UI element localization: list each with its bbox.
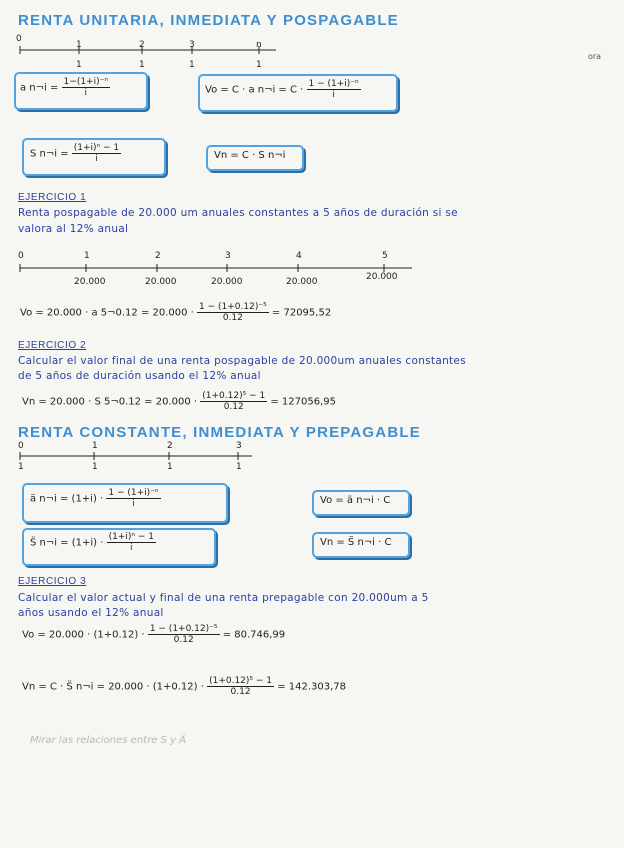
timeline-label: 3	[225, 251, 231, 261]
timeline-value: 20.000	[74, 277, 106, 287]
timeline-value: 1	[92, 462, 98, 472]
timeline-label: 2	[155, 251, 161, 261]
timeline-label: 5	[382, 251, 388, 261]
exercise3-heading: EJERCICIO 3	[18, 576, 87, 587]
exercise1-heading: EJERCICIO 1	[18, 192, 87, 203]
section1-title: RENTA UNITARIA, INMEDIATA Y POSPAGABLE	[18, 12, 399, 29]
timeline-value: 1	[256, 60, 262, 70]
timeline-value: 1	[167, 462, 173, 472]
exercise2-heading: EJERCICIO 2	[18, 340, 87, 351]
formula-vo-prepagable: Vo = ä n¬i · C	[320, 495, 391, 506]
exercise1-calculation: Vo = 20.000 · a 5¬0.12 = 20.000 · $\frac{\text{1 − (1+0.12)⁻⁵}}{0.12}$ = 72095,52	[20, 302, 332, 323]
timeline-label: 1	[84, 251, 90, 261]
timeline-value: 20.000	[286, 277, 318, 287]
section2-timeline	[14, 448, 254, 468]
ghost-note: Mirar las relaciones entre S y Ä	[30, 735, 186, 746]
timeline-value: 20.000	[145, 277, 177, 287]
formula-s-prepagable: S̈ n¬i = (1+i) · $\frac{\text{(1+i)ⁿ − 1}}{i}$	[30, 532, 154, 553]
formula-vn-prepagable: Vn = S̈ n¬i · C	[320, 537, 392, 548]
timeline-value: 20.000	[366, 272, 398, 282]
exercise1-timeline	[14, 258, 414, 278]
timeline-label: 0	[18, 441, 24, 451]
timeline-label: 1	[92, 441, 98, 451]
exercise2-statement-line2: de 5 años de duración usando el 12% anual	[18, 370, 261, 382]
formula-vn: Vn = C · S n¬i	[214, 150, 286, 161]
timeline-label: 3	[236, 441, 242, 451]
margin-note: ora	[588, 52, 602, 61]
timeline-value: 1	[18, 462, 24, 472]
section1-timeline	[14, 36, 284, 72]
timeline-label: 3	[189, 40, 195, 50]
timeline-value: 1	[76, 60, 82, 70]
formula-a-prepagable: ä n¬i = (1+i) · $\frac{\text{1 − (1+i)⁻ⁿ}}{i}$	[30, 488, 159, 509]
timeline-label: 0	[16, 34, 22, 44]
formula-s: S n¬i = $\frac{\text{(1+i)ⁿ − 1}}{i}$	[30, 143, 120, 164]
timeline-value: 1	[139, 60, 145, 70]
section2-title: RENTA CONSTANTE, INMEDIATA Y PREPAGABLE	[18, 424, 421, 441]
timeline-label: 4	[296, 251, 302, 261]
timeline-value: 1	[236, 462, 242, 472]
exercise2-calculation: Vn = 20.000 · S 5¬0.12 = 20.000 · $\frac{\text{(1+0.12)⁵ − 1}}{0.12}$ = 127056,95	[22, 391, 337, 412]
exercise3-calculation-vo: Vo = 20.000 · (1+0.12) · $\frac{\text{1 − (1+0.12)⁻⁵}}{0.12}$ = 80.746,99	[22, 624, 286, 645]
exercise3-statement-line1: Calcular el valor actual y final de una renta prepagable con 20.000um a 5	[18, 592, 429, 604]
timeline-label: 2	[167, 441, 173, 451]
timeline-label: 2	[139, 40, 145, 50]
timeline-value: 1	[189, 60, 195, 70]
formula-vo: Vo = C · a n¬i = C · $\frac{\text{1 − (1+i)⁻ⁿ}}{i}$	[205, 79, 359, 100]
exercise3-statement-line2: años usando el 12% anual	[18, 607, 164, 619]
exercise1-statement-line1: Renta pospagable de 20.000 um anuales constantes a 5 años de duración si se	[18, 207, 458, 219]
timeline-label: 1	[76, 40, 82, 50]
timeline-label: 0	[18, 251, 24, 261]
timeline-label: n	[256, 40, 262, 50]
timeline-value: 20.000	[211, 277, 243, 287]
exercise1-statement-line2: valora al 12% anual	[18, 223, 129, 235]
formula-a: a n¬i = $\frac{\text{1−(1+i)⁻ⁿ}}{i}$	[20, 77, 108, 98]
exercise2-statement-line1: Calcular el valor final de una renta pospagable de 20.000um anuales constantes	[18, 355, 466, 367]
exercise3-calculation-vn: Vn = C · S̈ n¬i = 20.000 · (1+0.12) · $\frac{\text{(1+0.12)⁵ − 1}}{0.12}$ = 142.303,78	[22, 676, 347, 697]
